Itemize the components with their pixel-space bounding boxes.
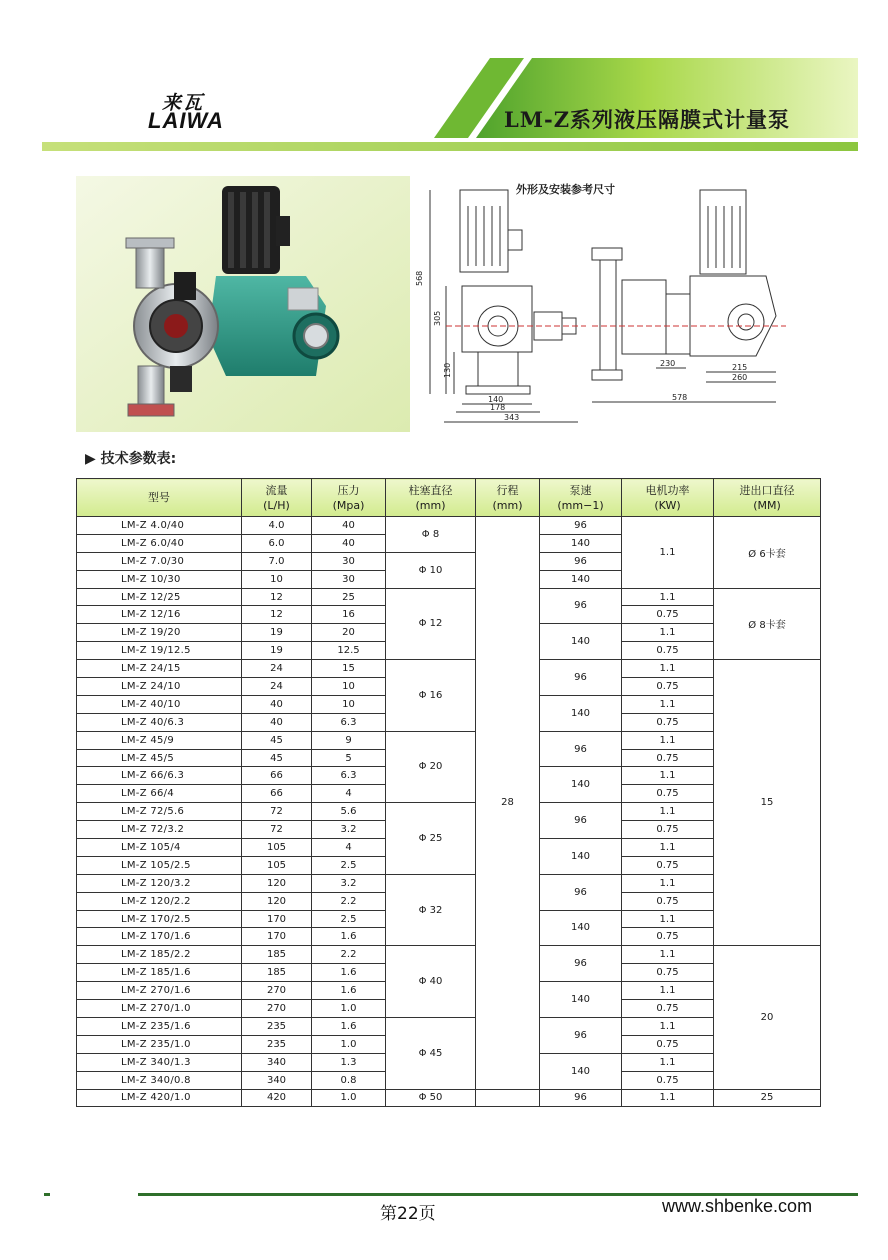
table-row	[77, 946, 821, 964]
plunger-cell: Φ 8	[386, 517, 476, 553]
power-cell: 0.75	[622, 713, 714, 731]
power-cell: 0.75	[622, 1071, 714, 1089]
flow-cell: 185	[242, 964, 312, 982]
model-cell: LM-Z 66/4	[77, 785, 242, 803]
model-cell: LM-Z 105/2.5	[77, 856, 242, 874]
pressure-cell: 4	[312, 839, 386, 857]
pressure-cell: 2.2	[312, 892, 386, 910]
speed-cell: 140	[540, 570, 622, 588]
power-cell: 1.1	[622, 946, 714, 964]
power-cell: 0.75	[622, 606, 714, 624]
pressure-cell: 1.6	[312, 1017, 386, 1035]
table-row	[77, 660, 821, 678]
plunger-cell: Φ 25	[386, 803, 476, 875]
model-cell: LM-Z 40/10	[77, 695, 242, 713]
table-row	[77, 874, 821, 892]
model-cell: LM-Z 235/1.6	[77, 1017, 242, 1035]
col-header: 流量 (L/H)	[242, 479, 312, 517]
pressure-cell: 6.3	[312, 767, 386, 785]
pressure-cell: 1.6	[312, 982, 386, 1000]
dim-140: 140	[488, 395, 504, 404]
table-row	[77, 588, 821, 606]
power-cell: 1.1	[622, 1053, 714, 1071]
footer-dot	[44, 1193, 50, 1196]
brand-logo	[148, 88, 228, 138]
power-cell: 1.1	[622, 517, 714, 589]
dim-260: 260	[732, 373, 748, 382]
model-cell: LM-Z 12/16	[77, 606, 242, 624]
spec-table	[76, 478, 821, 1107]
flow-cell: 120	[242, 892, 312, 910]
speed-cell: 96	[540, 1089, 622, 1107]
flow-cell: 120	[242, 874, 312, 892]
flow-cell: 40	[242, 713, 312, 731]
dimension-drawings	[416, 176, 816, 432]
model-cell: LM-Z 72/5.6	[77, 803, 242, 821]
power-cell: 0.75	[622, 856, 714, 874]
logo-english-text: LAIWA	[148, 108, 224, 133]
dim-130: 130	[443, 362, 452, 378]
plunger-cell: Φ 40	[386, 946, 476, 1018]
speed-cell: 140	[540, 534, 622, 552]
flow-cell: 270	[242, 1000, 312, 1018]
power-cell: 0.75	[622, 964, 714, 982]
flow-cell: 235	[242, 1017, 312, 1035]
flow-cell: 66	[242, 767, 312, 785]
model-cell: LM-Z 45/5	[77, 749, 242, 767]
dim-578: 578	[672, 393, 688, 402]
spec-table-body	[77, 517, 821, 1107]
table-row	[77, 517, 821, 535]
power-cell: 0.75	[622, 1035, 714, 1053]
pressure-cell: 1.0	[312, 1000, 386, 1018]
col-header: 进出口直径 (MM)	[714, 479, 821, 517]
model-cell: LM-Z 235/1.0	[77, 1035, 242, 1053]
pressure-cell: 30	[312, 552, 386, 570]
power-cell: 0.75	[622, 642, 714, 660]
table-row	[77, 803, 821, 821]
model-cell: LM-Z 6.0/40	[77, 534, 242, 552]
table-header-row	[77, 479, 821, 517]
port-cell: 25	[714, 1089, 821, 1107]
model-cell: LM-Z 185/1.6	[77, 964, 242, 982]
flow-cell: 12	[242, 606, 312, 624]
speed-cell: 96	[540, 1017, 622, 1053]
model-cell: LM-Z 420/1.0	[77, 1089, 242, 1107]
model-cell: LM-Z 7.0/30	[77, 552, 242, 570]
power-cell: 1.1	[622, 624, 714, 642]
model-cell: LM-Z 340/0.8	[77, 1071, 242, 1089]
model-cell: LM-Z 270/1.6	[77, 982, 242, 1000]
flow-cell: 24	[242, 660, 312, 678]
pressure-cell: 2.5	[312, 910, 386, 928]
logo-chinese-text: 来瓦	[162, 92, 205, 114]
plunger-cell: Φ 20	[386, 731, 476, 803]
dim-568: 568	[415, 270, 424, 286]
power-cell: 1.1	[622, 731, 714, 749]
power-cell: 0.75	[622, 678, 714, 696]
product-photo	[76, 176, 410, 432]
flow-cell: 420	[242, 1089, 312, 1107]
flow-cell: 185	[242, 946, 312, 964]
flow-cell: 340	[242, 1053, 312, 1071]
power-cell: 1.1	[622, 982, 714, 1000]
plunger-cell: Φ 16	[386, 660, 476, 732]
pressure-cell: 40	[312, 534, 386, 552]
pressure-cell: 0.8	[312, 1071, 386, 1089]
pressure-cell: 3.2	[312, 874, 386, 892]
flow-cell: 45	[242, 731, 312, 749]
power-cell: 0.75	[622, 749, 714, 767]
model-cell: LM-Z 170/2.5	[77, 910, 242, 928]
model-cell: LM-Z 270/1.0	[77, 1000, 242, 1018]
power-cell: 1.1	[622, 588, 714, 606]
pressure-cell: 5.6	[312, 803, 386, 821]
power-cell: 1.1	[622, 1089, 714, 1107]
dim-215: 215	[732, 363, 748, 372]
pressure-cell: 1.0	[312, 1035, 386, 1053]
power-cell: 0.75	[622, 1000, 714, 1018]
pressure-cell: 4	[312, 785, 386, 803]
flow-cell: 40	[242, 695, 312, 713]
table-row	[77, 1089, 821, 1107]
power-cell: 1.1	[622, 839, 714, 857]
speed-cell: 140	[540, 982, 622, 1018]
model-cell: LM-Z 105/4	[77, 839, 242, 857]
speed-cell: 96	[540, 660, 622, 696]
model-cell: LM-Z 340/1.3	[77, 1053, 242, 1071]
model-cell: LM-Z 72/3.2	[77, 821, 242, 839]
speed-cell: 96	[540, 517, 622, 535]
model-cell: LM-Z 120/3.2	[77, 874, 242, 892]
flow-cell: 340	[242, 1071, 312, 1089]
speed-cell: 140	[540, 910, 622, 946]
website-url: www.shbenke.com	[662, 1196, 813, 1216]
plunger-cell: Φ 10	[386, 552, 476, 588]
col-header: 行程 (mm)	[476, 479, 540, 517]
stroke-cell: 28	[476, 517, 540, 1090]
power-cell: 0.75	[622, 785, 714, 803]
flow-cell: 72	[242, 803, 312, 821]
col-header: 泵速 (mm−1)	[540, 479, 622, 517]
flow-cell: 72	[242, 821, 312, 839]
power-cell: 1.1	[622, 1017, 714, 1035]
flow-cell: 19	[242, 642, 312, 660]
power-cell: 1.1	[622, 803, 714, 821]
model-cell: LM-Z 12/25	[77, 588, 242, 606]
table-row	[77, 1017, 821, 1035]
pressure-cell: 6.3	[312, 713, 386, 731]
dim-343: 343	[504, 413, 520, 422]
pressure-cell: 25	[312, 588, 386, 606]
speed-cell: 96	[540, 803, 622, 839]
pressure-cell: 20	[312, 624, 386, 642]
pressure-cell: 15	[312, 660, 386, 678]
col-header: 型号	[77, 479, 242, 517]
port-cell: 20	[714, 946, 821, 1089]
power-cell: 0.75	[622, 928, 714, 946]
drawings-caption: 外形及安装参考尺寸	[516, 183, 615, 196]
flow-cell: 170	[242, 928, 312, 946]
model-cell: LM-Z 40/6.3	[77, 713, 242, 731]
flow-cell: 270	[242, 982, 312, 1000]
plunger-cell: Φ 45	[386, 1017, 476, 1089]
model-cell: LM-Z 4.0/40	[77, 517, 242, 535]
plunger-cell: Φ 12	[386, 588, 476, 660]
speed-cell: 140	[540, 1053, 622, 1089]
model-cell: LM-Z 120/2.2	[77, 892, 242, 910]
flow-cell: 235	[242, 1035, 312, 1053]
model-cell: LM-Z 45/9	[77, 731, 242, 749]
pressure-cell: 9	[312, 731, 386, 749]
model-cell: LM-Z 24/15	[77, 660, 242, 678]
power-cell: 1.1	[622, 660, 714, 678]
port-cell: Ø 6卡套	[714, 517, 821, 589]
dim-305: 305	[433, 310, 442, 326]
speed-cell: 140	[540, 695, 622, 731]
model-cell: LM-Z 24/10	[77, 678, 242, 696]
port-cell: Ø 8卡套	[714, 588, 821, 660]
model-cell: LM-Z 10/30	[77, 570, 242, 588]
pressure-cell: 1.3	[312, 1053, 386, 1071]
pressure-cell: 10	[312, 678, 386, 696]
pressure-cell: 2.5	[312, 856, 386, 874]
pressure-cell: 40	[312, 517, 386, 535]
pressure-cell: 1.0	[312, 1089, 386, 1107]
flow-cell: 105	[242, 856, 312, 874]
model-cell: LM-Z 66/6.3	[77, 767, 242, 785]
pressure-cell: 3.2	[312, 821, 386, 839]
speed-cell: 140	[540, 767, 622, 803]
speed-cell: 96	[540, 588, 622, 624]
flow-cell: 4.0	[242, 517, 312, 535]
flow-cell: 7.0	[242, 552, 312, 570]
speed-cell: 140	[540, 839, 622, 875]
speed-cell: 96	[540, 552, 622, 570]
model-cell: LM-Z 19/20	[77, 624, 242, 642]
header-banner	[0, 0, 888, 160]
power-cell: 1.1	[622, 874, 714, 892]
section-heading: ▶ 技术参数表:	[85, 451, 177, 467]
model-cell: LM-Z 185/2.2	[77, 946, 242, 964]
col-header: 压力 (Mpa)	[312, 479, 386, 517]
pressure-cell: 1.6	[312, 964, 386, 982]
col-header: 柱塞直径 (mm)	[386, 479, 476, 517]
pressure-cell: 10	[312, 695, 386, 713]
pressure-cell: 1.6	[312, 928, 386, 946]
flow-cell: 10	[242, 570, 312, 588]
port-cell: 15	[714, 660, 821, 946]
table-row	[77, 731, 821, 749]
plunger-cell: Φ 32	[386, 874, 476, 946]
power-cell: 0.75	[622, 821, 714, 839]
flow-cell: 45	[242, 749, 312, 767]
flow-cell: 6.0	[242, 534, 312, 552]
pressure-cell: 16	[312, 606, 386, 624]
speed-cell: 96	[540, 874, 622, 910]
power-cell: 1.1	[622, 910, 714, 928]
stroke-cell	[476, 1089, 540, 1107]
speed-cell: 96	[540, 731, 622, 767]
model-cell: LM-Z 19/12.5	[77, 642, 242, 660]
speed-cell: 96	[540, 946, 622, 982]
col-header: 电机功率 (KW)	[622, 479, 714, 517]
pressure-cell: 30	[312, 570, 386, 588]
flow-cell: 19	[242, 624, 312, 642]
flow-cell: 66	[242, 785, 312, 803]
page-number: 第22页	[380, 1204, 436, 1224]
flow-cell: 24	[242, 678, 312, 696]
flow-cell: 170	[242, 910, 312, 928]
power-cell: 0.75	[622, 892, 714, 910]
power-cell: 1.1	[622, 767, 714, 785]
pressure-cell: 12.5	[312, 642, 386, 660]
speed-cell: 140	[540, 624, 622, 660]
page-title: LM-Z系列液压隔膜式计量泵	[504, 107, 791, 132]
flow-cell: 12	[242, 588, 312, 606]
model-cell: LM-Z 170/1.6	[77, 928, 242, 946]
power-cell: 1.1	[622, 695, 714, 713]
flow-cell: 105	[242, 839, 312, 857]
dim-178: 178	[490, 403, 506, 412]
pressure-cell: 2.2	[312, 946, 386, 964]
pressure-cell: 5	[312, 749, 386, 767]
dim-230: 230	[660, 359, 676, 368]
plunger-cell: Φ 50	[386, 1089, 476, 1107]
